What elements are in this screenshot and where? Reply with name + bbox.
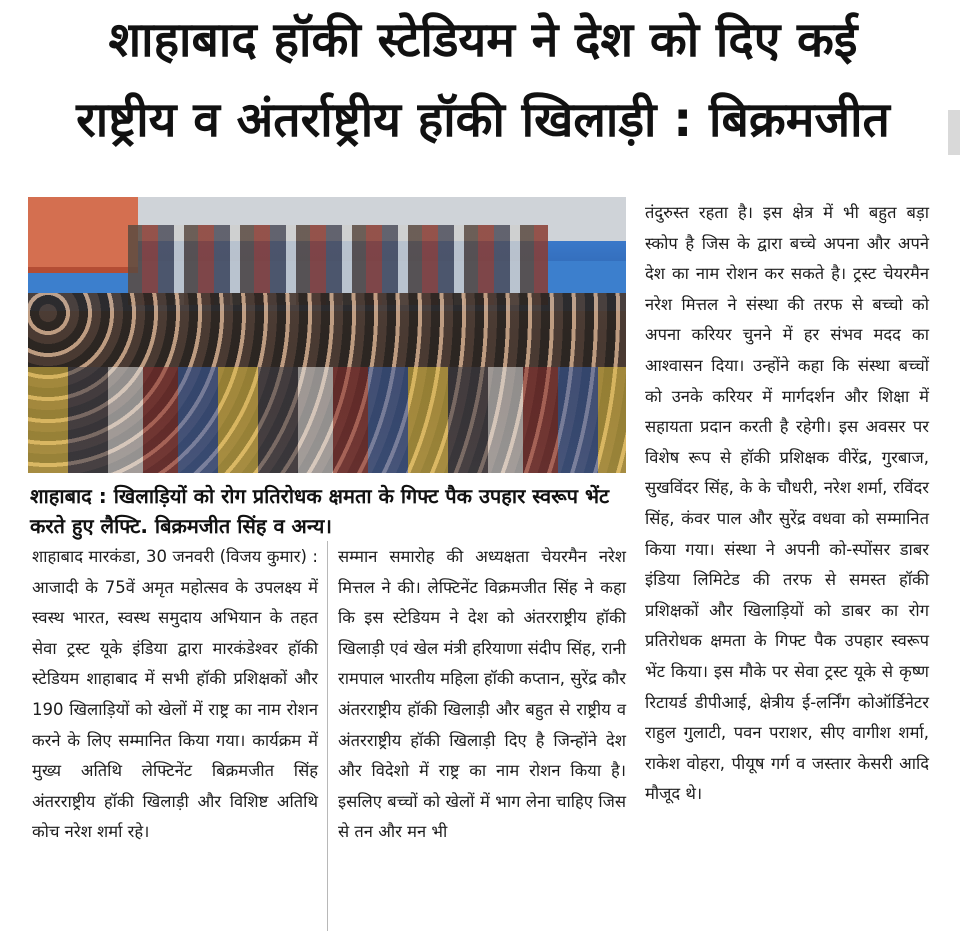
news-photo (28, 197, 626, 473)
photo-caption: शाहाबाद : खिलाड़ियों को रोग प्रतिरोधक क्षमता के गिफ्ट पैक उपहार स्वरूप भेंट करते हुए लैफ्टि. बिक्रमजीत सिंह व अन्य। (30, 484, 610, 538)
page-edge-strip (948, 110, 960, 155)
column-divider (327, 541, 328, 931)
article-column-1-text: शाहाबाद मारकंडा, 30 जनवरी (विजय कुमार) : आजादी के 75वें अमृत महोत्सव के उपलक्ष्य में स्वस्थ भारत, स्वस्थ समुदाय अभियान के तहत सेवा ट्रस्ट यूके इंडिया द्वारा मारकंडेश्वर हॉकी स्टेडियम शाहाबाद में सभी हॉकी प्रशिक्षकों और 190 खिलाड़ियों को खेलों में राष्ट्र का नाम रोशन करने के लिए सम्मानित किया गया। कार्यक्रम में मुख्य अतिथि लेफ्टिनेंट बिक्रमजीत सिंह अंतरराष्ट्रीय हॉकी खिलाड़ी और विशिष्ट अतिथि कोच नरेश शर्मा रहे। (32, 547, 318, 842)
photo-front-row (28, 367, 626, 473)
article-column-3 (645, 198, 929, 810)
headline-line-2: राष्ट्रीय व अंतर्राष्ट्रीय हॉकी खिलाड़ी : बिक्रमजीत (76, 92, 890, 148)
photo-building (28, 197, 138, 273)
article-column-1 (32, 542, 318, 848)
article-column-3-text: तंदुरुस्त रहता है। इस क्षेत्र में भी बहुत बड़ा स्कोप है जिस के द्वारा बच्चे अपना और अपने देश का नाम रोशन कर सकते है। ट्रस्ट चेयरमैन नरेश मित्तल ने संस्था की तरफ से बच्चो को अपना करियर चुनने में हर संभव मदद का आश्वासन दिया। उन्होंने कहा कि संस्था बच्चों को उनके करियर में मार्गदर्शन और शिक्षा में सहायता प्रदान करती है रहेगी। इस अवसर पर विशेष रूप से हॉकी प्रशिक्षक वीरेंद्र, गुरबाज, सुखविंदर सिंह, के के चौधरी, नरेश शर्मा, रविंदर सिंह, कंवर पाल और सुरेंद्र वधवा को सम्मानित किया गया। संस्था ने अपनी को-स्पोंसर डाबर इंडिया लिमिटेड की तरफ से समस्त हॉकी प्रशिक्षकों और खिलाड़ियों को डाबर का रोग प्रतिरोधक क्षमता के गिफ्ट पैक उपहार स्वरूप भेंट किया। इस मौके पर सेवा ट्रस्ट यूके से कृष्ण रिटायर्ड डीपीआई, क्षेत्रीय ई-लर्निंग कोऑर्डिनेटर राहुल गुलाटी, पवन पराशर, सीए वागीश शर्मा, राकेश वोहरा, पीयूष गर्ग व जस्तार केसरी आदि मौजूद थे। (645, 203, 929, 804)
article-column-2-text: सम्मान समारोह की अध्यक्षता चेयरमैन नरेश मित्तल ने की। लेफ्टिनेंट विक्रमजीत सिंह ने कहा कि इस स्टेडियम ने देश को अंतरराष्ट्रीय हॉकी खिलाड़ी एवं खेल मंत्री हरियाणा संदीप सिंह, रानी रामपाल भारतीय महिला हॉकी कप्तान, सुरेंद्र कौर अंतरराष्ट्रीय हॉकी खिलाड़ी और बहुत से राष्ट्रीय व अंतरराष्ट्रीय हॉकी खिलाड़ी दिए है जिन्होंने देश और विदेशो में राष्ट्र का नाम रोशन किया है। इसलिए बच्चों को खेलों में भाग लेना चाहिए जिस से तन और मन भी (338, 547, 626, 842)
article-column-2 (338, 542, 626, 848)
headline-line-1: शाहाबाद हॉकी स्टेडियम ने देश को दिए कई (108, 12, 858, 68)
